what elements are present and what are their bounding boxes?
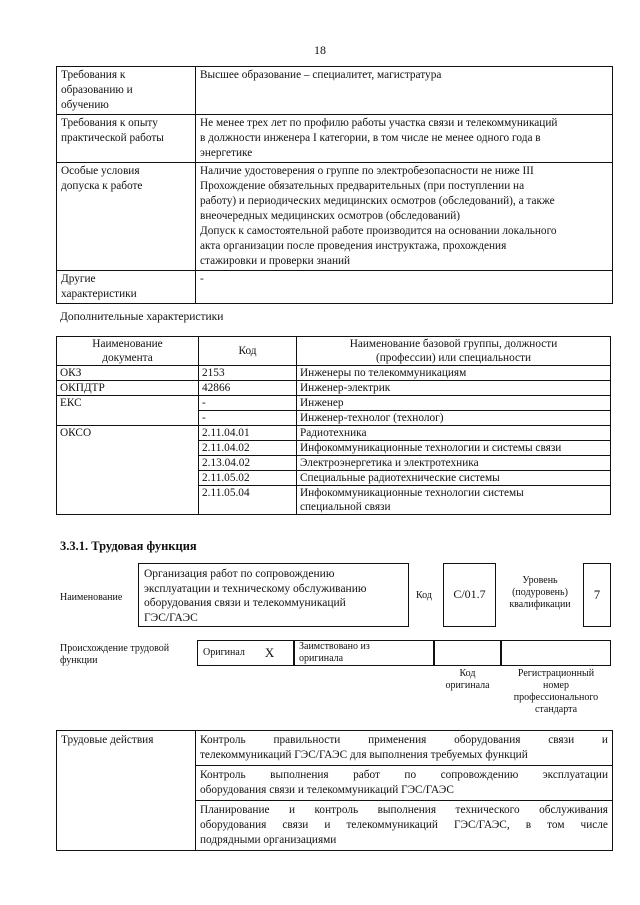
- requirement-label: Требования к опыту практической работы: [57, 115, 196, 163]
- code-label: Код: [416, 590, 432, 601]
- section-title: 3.3.1. Трудовая функция: [60, 539, 197, 553]
- requirement-value: -: [196, 271, 613, 304]
- function-name-box: Организация работ по сопровождению эксплуатации и техническому обслуживанию оборудования связи и телекоммуникаций ГЭС/ГАЭС: [138, 563, 409, 627]
- table-header-row: [57, 337, 611, 366]
- document-cell: ЕКС: [57, 396, 199, 426]
- page-number: 18: [314, 43, 326, 57]
- labor-actions-table: [56, 730, 613, 851]
- table-row: [57, 366, 611, 381]
- name-cell: Инженер-технолог (технолог): [297, 411, 611, 426]
- labor-action-item: Контроль выполнения работ по сопровождению эксплуатации оборудования связи и телекоммуникаций ГЭС/ГАЭС: [196, 766, 613, 801]
- name-cell: Радиотехника: [297, 426, 611, 441]
- requirement-value: Наличие удостоверения о группе по электробезопасности не ниже III Прохождение обязательных предварительных (при поступлении на работу) и периодических медицинских осмотров (обследований), а также внеочередных медицинских осмотров (обследований) Допуск к самостоятельной работе производится на основании локального акта организации после проведения инструктажа, прохождения стажировки и проверки знаний: [196, 163, 613, 271]
- code-cell: -: [199, 396, 297, 411]
- table-row: [57, 381, 611, 396]
- additional-characteristics-table: [56, 336, 611, 515]
- qualification-level: 7: [593, 587, 601, 602]
- table-row: [57, 731, 613, 766]
- table-row: [57, 426, 611, 441]
- document-cell: ОКСО: [57, 426, 199, 515]
- name-cell: Инфокоммуникационные технологии и системы связи: [297, 441, 611, 456]
- code-cell: 2.13.04.02: [199, 456, 297, 471]
- function-name-label: Наименование: [60, 592, 123, 603]
- name-cell: Инженеры по телекоммуникациям: [297, 366, 611, 381]
- column-header: Наименование базовой группы, должности (профессии) или специальности: [297, 337, 611, 366]
- labor-action-item: Контроль правильности применения оборудования связи и телекоммуникаций ГЭС/ГАЭС для выполнения требуемых функций: [196, 731, 613, 766]
- code-cell: 2.11.05.02: [199, 471, 297, 486]
- code-cell: 2.11.04.02: [199, 441, 297, 456]
- labor-action-item: Планирование и контроль выполнения технического обслуживания оборудования связи и телекоммуникаций ГЭС/ГАЭС, в том числе подрядными организациями: [196, 801, 613, 851]
- requirement-label: Особые условия допуска к работе: [57, 163, 196, 271]
- name-cell: Специальные радиотехнические системы: [297, 471, 611, 486]
- name-cell: Инженер: [297, 396, 611, 411]
- table-row: [57, 67, 613, 115]
- column-header: Наименование документа: [57, 337, 199, 366]
- function-code: C/01.7: [453, 587, 486, 602]
- requirements-table: [56, 66, 613, 304]
- requirement-label: Требования к образованию и обучению: [57, 67, 196, 115]
- original-code-label: Код оригинала: [445, 668, 490, 691]
- code-cell: 2153: [199, 366, 297, 381]
- origin-label: Происхождение трудовой функции: [60, 643, 170, 666]
- qualification-level-label: Уровень (подуровень) квалификации: [509, 575, 571, 610]
- name-cell: Инфокоммуникационные технологии системы специальной связи: [297, 486, 611, 515]
- requirement-value: Высшее образование – специалитет, магистратура: [196, 67, 613, 115]
- borrowed-box: Заимствовано из оригинала: [294, 640, 434, 666]
- function-code-box: [443, 563, 496, 627]
- table-row: [57, 115, 613, 163]
- registration-number-label: Регистрационный номер профессионального стандарта: [513, 668, 599, 715]
- document-cell: ОКПДТР: [57, 381, 199, 396]
- qualification-level-box: [583, 563, 611, 627]
- requirement-value: Не менее трех лет по профилю работы участка связи и телекоммуникаций в должности инженера I категории, в том числе не менее одного года в энергетике: [196, 115, 613, 163]
- name-cell: Инженер-электрик: [297, 381, 611, 396]
- code-cell: -: [199, 411, 297, 426]
- requirement-label: Другие характеристики: [57, 271, 196, 304]
- table-row: [57, 163, 613, 271]
- labor-actions-label: Трудовые действия: [57, 731, 196, 851]
- table-row: [57, 396, 611, 411]
- table-row: [57, 271, 613, 304]
- name-cell: Электроэнергетика и электротехника: [297, 456, 611, 471]
- additional-characteristics-title: Дополнительные характеристики: [60, 311, 224, 323]
- document-cell: ОКЗ: [57, 366, 199, 381]
- original-code-box: [434, 640, 501, 666]
- original-box: [197, 640, 294, 666]
- original-mark: X: [264, 645, 275, 661]
- registration-number-box: [501, 640, 611, 666]
- original-label: Оригинал: [203, 647, 245, 658]
- column-header: Код: [199, 337, 297, 366]
- code-cell: 2.11.05.04: [199, 486, 297, 515]
- code-cell: 42866: [199, 381, 297, 396]
- code-cell: 2.11.04.01: [199, 426, 297, 441]
